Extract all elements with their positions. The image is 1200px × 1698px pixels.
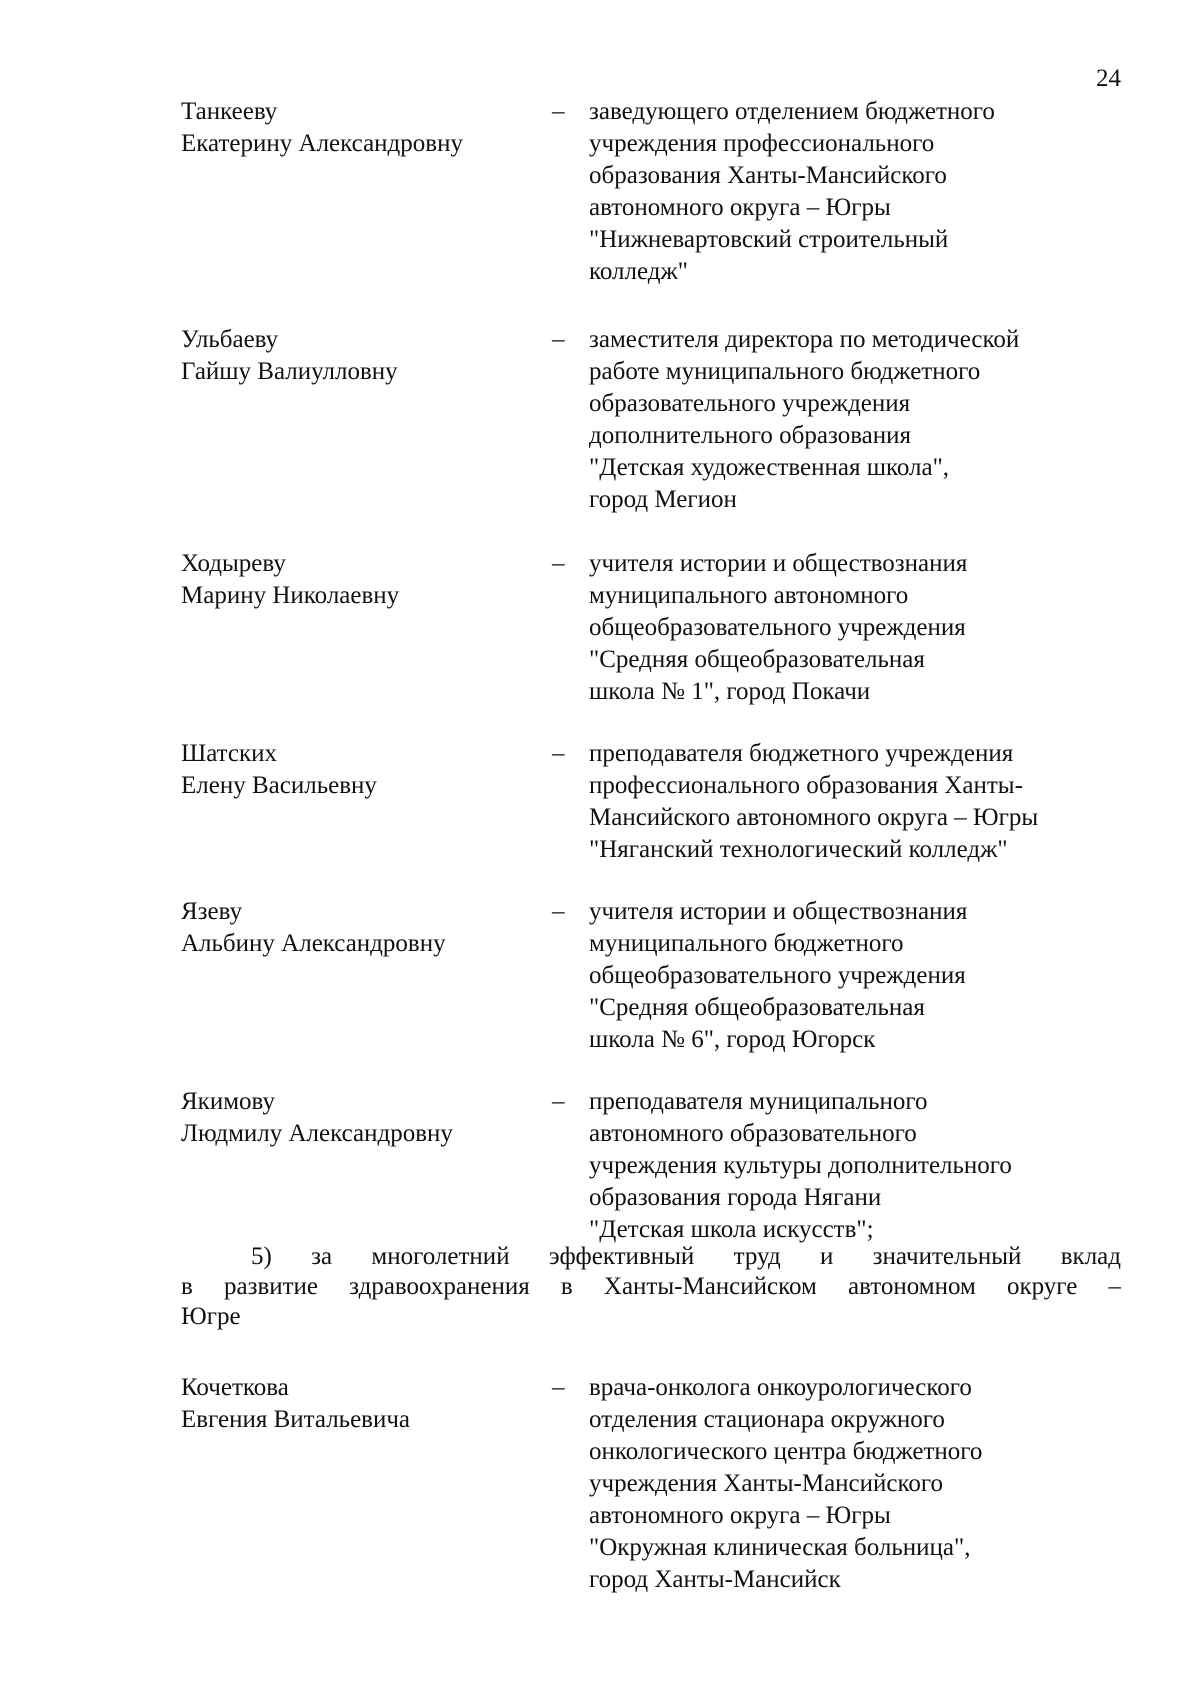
description-line: "Средняя общеобразовательная	[589, 646, 925, 673]
given-names: Людмилу Александровну	[181, 1120, 453, 1147]
description-line: школа № 6", город Югорск	[589, 1026, 876, 1053]
surname: Кочеткова	[181, 1374, 289, 1401]
position-description	[589, 738, 1129, 866]
description-line: автономного округа – Югры	[589, 194, 891, 221]
description-line: муниципального автономного	[589, 582, 909, 609]
description-line: учителя истории и обществознания	[589, 550, 968, 577]
position-description	[589, 324, 1129, 516]
surname: Шатских	[181, 740, 278, 767]
description-line: "Няганский технологический колледж"	[589, 836, 1008, 863]
description-line: колледж"	[589, 258, 688, 285]
description-line: учреждения профессионального	[589, 130, 935, 157]
dash-separator: –	[552, 1088, 565, 1115]
description-line: автономного образовательного	[589, 1120, 917, 1147]
description-line: автономного округа – Югры	[589, 1502, 891, 1529]
description-line: учреждения Ханты-Мансийского	[589, 1470, 944, 1497]
surname: Танкееву	[181, 98, 278, 125]
description-line: "Детская художественная школа",	[589, 454, 950, 481]
surname: Якимову	[181, 1088, 275, 1115]
section-paragraph	[181, 1242, 1121, 1332]
description-line: учреждения культуры дополнительного	[589, 1152, 1012, 1179]
description-line: профессионального образования Ханты-	[589, 772, 1023, 799]
paragraph-line: в развитие здравоохранения в Ханты-Мансийском автономном округе –	[181, 1273, 1121, 1300]
dash-separator: –	[552, 550, 565, 577]
given-names: Евгения Витальевича	[181, 1406, 411, 1433]
description-line: преподавателя бюджетного учреждения	[589, 740, 1014, 767]
description-line: образования города Нягани	[589, 1184, 882, 1211]
description-line: "Окружная клиническая больница",	[589, 1534, 971, 1561]
surname: Ульбаеву	[181, 326, 279, 353]
dash-separator: –	[552, 98, 565, 125]
description-line: Мансийского автономного округа – Югры	[589, 804, 1039, 831]
given-names: Гайшу Валиулловну	[181, 358, 398, 385]
dash-separator: –	[552, 740, 565, 767]
description-line: заведующего отделением бюджетного	[589, 98, 995, 125]
description-line: муниципального бюджетного	[589, 930, 904, 957]
given-names: Альбину Александровну	[181, 930, 446, 957]
dash-separator: –	[552, 1374, 565, 1401]
description-line: преподавателя муниципального	[589, 1088, 928, 1115]
position-description	[589, 548, 1129, 708]
description-line: общеобразовательного учреждения	[589, 614, 966, 641]
description-line: учителя истории и обществознания	[589, 898, 968, 925]
given-names: Елену Васильевну	[181, 772, 377, 799]
surname: Ходыреву	[181, 550, 286, 577]
given-names: Марину Николаевну	[181, 582, 400, 609]
description-line: город Мегион	[589, 486, 737, 513]
position-description	[589, 1372, 1129, 1596]
description-line: общеобразовательного учреждения	[589, 962, 966, 989]
description-line: образования Ханты-Мансийского	[589, 162, 947, 189]
position-description	[589, 96, 1129, 288]
description-line: дополнительного образования	[589, 422, 912, 449]
description-line: город Ханты-Мансийск	[589, 1566, 841, 1593]
description-line: "Нижневартовский строительный	[589, 226, 949, 253]
given-names: Екатерину Александровну	[181, 130, 463, 157]
description-line: онкологического центра бюджетного	[589, 1438, 983, 1465]
page-number: 24	[1096, 65, 1121, 92]
position-description	[589, 896, 1129, 1056]
description-line: школа № 1", город Покачи	[589, 678, 871, 705]
description-line: работе муниципального бюджетного	[589, 358, 981, 385]
description-line: образовательного учреждения	[589, 390, 911, 417]
dash-separator: –	[552, 326, 565, 353]
paragraph-line: Югре	[181, 1303, 241, 1330]
description-line: отделения стационара окружного	[589, 1406, 945, 1433]
surname: Язеву	[181, 898, 243, 925]
position-description	[589, 1086, 1129, 1246]
description-line: "Средняя общеобразовательная	[589, 994, 925, 1021]
paragraph-line: 5) за многолетний эффективный труд и значительный вклад	[251, 1243, 1121, 1270]
description-line: врача-онколога онкоурологического	[589, 1374, 972, 1401]
description-line: "Детская школа искусств";	[589, 1216, 874, 1243]
dash-separator: –	[552, 898, 565, 925]
description-line: заместителя директора по методической	[589, 326, 1020, 353]
